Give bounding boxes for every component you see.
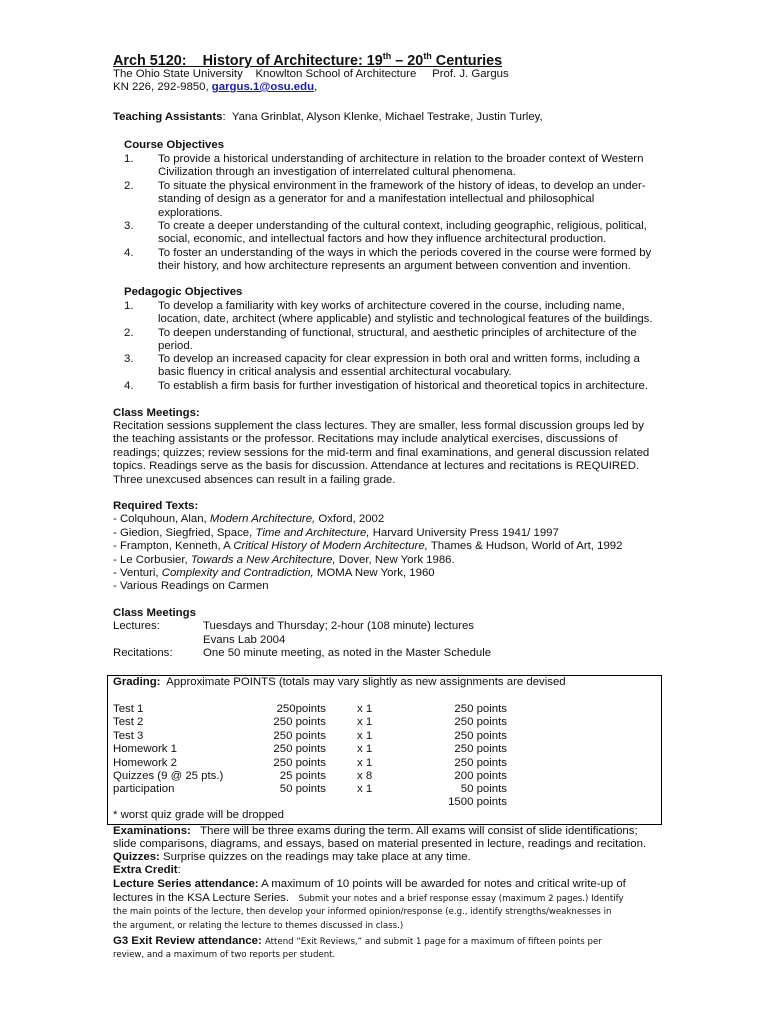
required-text-item: - Colquhoun, Alan, Modern Architecture, Oxford, 2002 [113,513,385,525]
lectures-location: Evans Lab 2004 [203,634,286,646]
quizzes-line: Quizzes: Surprise quizzes on the readings may take place at any time. [113,851,471,863]
course-objective-item: To create a deeper understanding of the cultural context, including geographic, religious, political, social, economic, and intellectual factors and how they influence architectural production. [158,220,647,246]
lectures-label: Lectures: [113,620,160,632]
course-objective-item: To foster an understanding of the ways in which the periods covered in the course were formed by their history, and how architecture represents an argument between convention and invention. [158,247,652,273]
required-text-item: - Le Corbusier, Towards a New Architecture, Dover, New York 1986. [113,554,455,566]
pedagogic-objective-item: To develop an increased capacity for clear expression in both oral and written forms, including a basic fluency in critical analysis and essential architectural vocabulary. [158,353,640,379]
grade-total: 250 points [454,729,507,742]
list-number: 1. [124,153,134,165]
pedagogic-objectives-heading: Pedagogic Objectives [124,286,243,298]
teaching-assistants: Teaching Assistants: Yana Grinblat, Alyson Klenke, Michael Testrake, Justin Turley, [113,111,543,123]
examinations-line: Examinations: There will be three exams during the term. All exams will consist of slide identifications; [113,825,638,837]
grade-multiplier: x 1 [357,716,373,729]
grade-points: 50 points [279,783,326,796]
list-number: 2. [124,180,134,192]
grade-item: participation [113,783,175,796]
grade-total: 200 points [454,770,507,782]
list-number: 3. [124,220,134,232]
recitations-text: One 50 minute meeting, as noted in the Master Schedule [203,647,492,659]
required-text-item: - Various Readings on Carmen [113,580,269,592]
pedagogic-objective-item: To develop a familiarity with key works of architecture covered in the course, including name, location, date, architect (where applicable) and stylistic and technological features of the buildings. [158,300,653,326]
grade-item: Homework 1 [113,743,177,756]
course-title: Arch 5120: History of Architecture: 19th – 20th Centuries [113,51,503,69]
class-meetings-heading: Class Meetings: [113,407,200,419]
required-text-item: - Venturi, Complexity and Contradiction, MOMA New York, 1960 [113,567,435,579]
meetings-heading: Class Meetings [113,607,196,619]
grade-total: 250 points [454,743,507,756]
list-number: 4. [124,247,134,259]
grade-total: 250 points [454,703,507,715]
required-text-item: - Frampton, Kenneth, A Critical History of Modern Architecture, Thames & Hudson, World of Art, 1992 [113,540,623,552]
grade-multiplier: x 1 [357,783,373,796]
lecture-series-line-2: lectures in the KSA Lecture Series. Submit your notes and a brief response essay (maximum 2 pages.) Identify [113,892,624,904]
class-meetings-text: Recitation sessions supplement the class lectures. They are smaller, less formal discussion groups led by the teaching assistants or the professor. Recitations may include analytical exercises, discussions of readings; quizzes; review sessions for the mid-term and final examinations, and general discussion related topics. Readings serve as the basis for discussion. Attendance at lectures and recitations is REQUIRED. Three unexcused absences can result in a failing grade. [113,420,650,486]
g3-exit-review-line: G3 Exit Review attendance: Attend “Exit Reviews,” and submit 1 page for a maximum of fifteen points per [113,935,602,947]
required-text-item: - Giedion, Siegfried, Space, Time and Architecture, Harvard University Press 1941/ 1997 [113,527,559,539]
lecture-series-line-3: the main points of the lecture, then develop your informed opinion/response (e.g., identify strengths/weaknesses in [113,907,612,917]
grade-item: Quizzes (9 @ 25 pts.) [113,770,224,782]
grade-multiplier: x 1 [357,729,373,742]
grand-total: 1500 points [448,796,507,808]
grade-total: 50 points [460,783,507,796]
lecture-series-line: Lecture Series attendance: A maximum of 10 points will be awarded for notes and critical write-up of [113,878,626,890]
grade-multiplier: x 1 [357,703,373,715]
recitations-label: Recitations: [113,647,173,659]
course-objective-item: To provide a historical understanding of architecture in relation to the broader context of Western Civilization through an investigation of interrelated cultural phenomena. [158,153,644,179]
g3-exit-review-line-2: review, and a maximum of two reports per student. [113,950,336,960]
list-number: 2. [124,327,134,339]
grading-box [107,675,662,825]
grade-points: 250 points [273,756,326,769]
grade-multiplier: x 8 [357,770,373,782]
grading-header: Grading: Approximate POINTS (totals may vary slightly as new assignments are devised [113,676,566,688]
grade-points: 25 points [279,770,326,782]
list-number: 1. [124,300,134,312]
course-objectives-heading: Course Objectives [124,139,225,151]
grade-item: Homework 2 [113,756,177,769]
extra-credit-heading: Extra Credit: [113,864,181,876]
grade-points: 250 points [273,729,326,742]
grade-points: 250 points [273,716,326,729]
email-link[interactable]: gargus.1@osu.edu [211,81,315,93]
contact-line: KN 226, 292-9850, gargus.1@osu.edu, [113,81,318,93]
lecture-series-line-4: the argument, or relating the lecture to themes discussed in class.) [113,921,404,931]
grade-multiplier: x 1 [357,756,373,769]
grade-total: 250 points [454,756,507,769]
grade-multiplier: x 1 [357,743,373,756]
lectures-text: Tuesdays and Thursday; 2-hour (108 minute) lectures [203,620,474,632]
examinations-line-2: slide comparisons, diagrams, and essays, based on material presented in lecture, readings and recitation. [113,838,647,850]
pedagogic-objective-item: To deepen understanding of functional, structural, and aesthetic principles of architecture of the period. [158,327,637,353]
course-objective-item: To situate the physical environment in the framework of the history of ideas, to develop an under-standing of design as a generator for and a manifestation intellectual and philosophical explorations. [158,180,646,219]
pedagogic-objective-item: To establish a firm basis for further investigation of historical and theoretical topics in architecture. [158,380,649,392]
grade-item: Test 3 [113,729,144,742]
list-number: 4. [124,380,134,392]
required-texts-heading: Required Texts: [113,500,199,512]
university-line: The Ohio State University Knowlton School of Architecture Prof. J. Gargus [113,68,509,80]
grade-total: 250 points [454,716,507,729]
grade-item: Test 2 [113,716,144,729]
list-number: 3. [124,353,134,365]
grade-points: 250points [276,703,326,715]
grade-points: 250 points [273,743,326,756]
grade-item: Test 1 [113,703,144,715]
grading-footnote: * worst quiz grade will be dropped [113,809,284,821]
